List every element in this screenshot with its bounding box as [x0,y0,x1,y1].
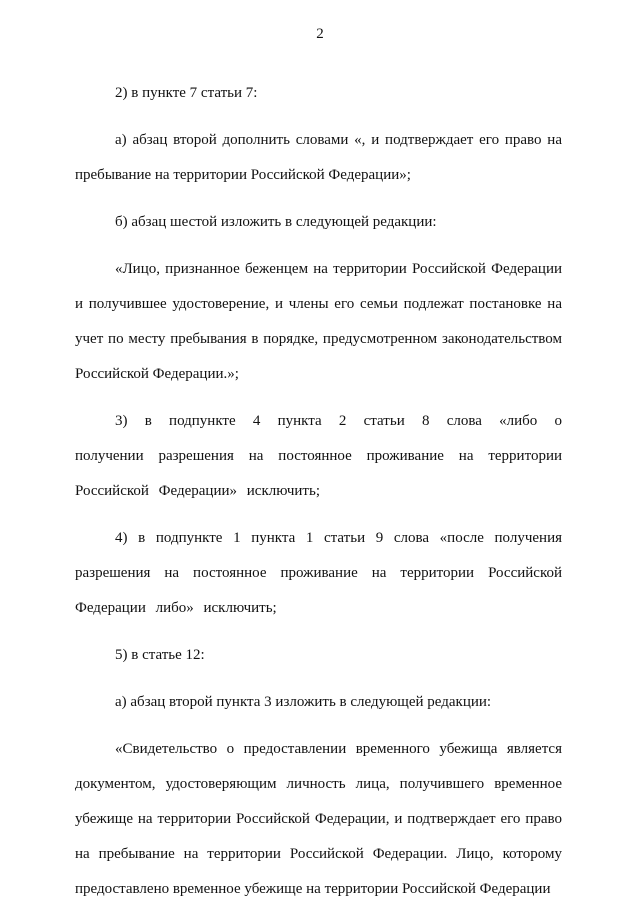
paragraph: 2) в пункте 7 статьи 7: [115,85,258,101]
paragraph: а) абзац второй пункта 3 изложить в следующей редакции: [115,694,492,710]
document-body [75,76,562,919]
paragraph: «Лицо, признанное беженцем на территории Российской Федерации и получившее удостоверение, и члены его семьи подлежат постановке на учет по месту пребывания в порядке, предусмотренном законодательством Российской Федерации.»; [75,261,562,382]
paragraph: 3) в подпункте 4 пункта 2 статьи 8 слова «либо о получении разрешения на постоянное проживание на территории Российской Федерации» исключить; [75,413,562,499]
paragraph: 4) в подпункте 1 пункта 1 статьи 9 слова «после получения разрешения на постоянное проживание на территории Российской Федерации либо» исключить; [75,530,562,616]
paragraph: б) абзац шестой изложить в следующей редакции: [115,214,437,230]
paragraph: а) абзац второй дополнить словами «, и подтверждает его право на пребывание на территории Российской Федерации»; [75,132,562,183]
paragraph: 5) в статье 12: [115,647,205,663]
paragraph: «Свидетельство о предоставлении временного убежища является документом, удостоверяющим личность лица, получившего временное убежище на территории Российской Федерации, и подтверждает его право на пребывание на территории Российской Федерации. Лицо, которому предоставлено временное убежище на территории Российской Федерации [75,741,562,897]
page-number: 2 [316,26,324,42]
